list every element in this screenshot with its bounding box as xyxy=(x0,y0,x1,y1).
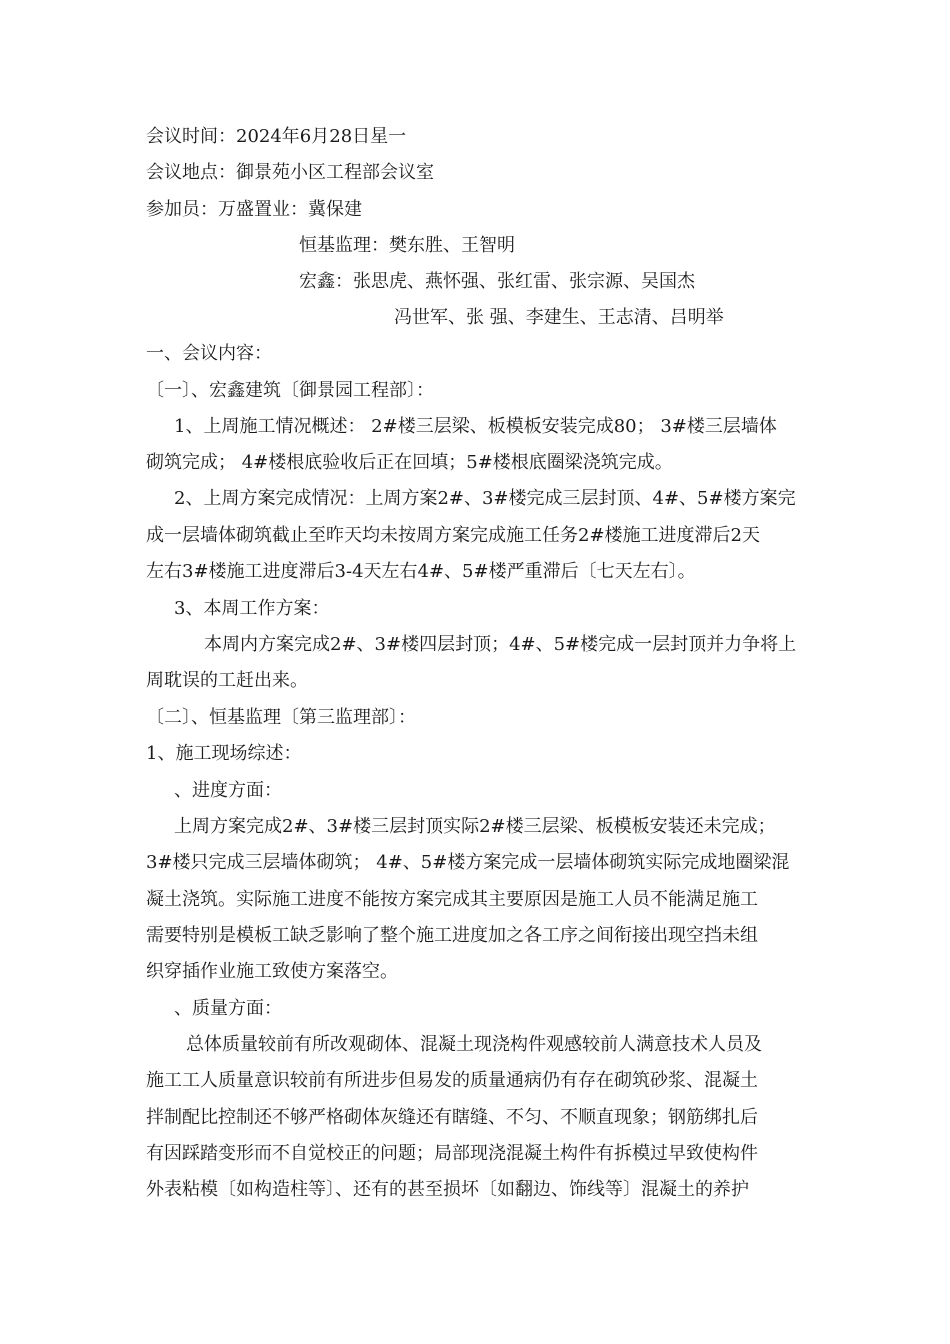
quality-line-2: 施工工人质量意识较前有所进步但易发的质量通病仍有存在砌筑砂浆、混凝土 xyxy=(146,1070,758,1091)
progress-line-2: 3#楼只完成三层墙体砌筑； 4#、5#楼方案完成一层墙体砌筑实际完成地圈梁混 xyxy=(146,852,790,873)
attendees-supervisor: 恒基监理：樊东胜、王智明 xyxy=(299,235,515,256)
paragraph-2-line-1: 2、上周方案完成情况：上周方案2#、3#楼完成三层封顶、4#、5#楼方案完 xyxy=(174,488,796,509)
progress-line-4: 需要特别是模板工缺乏影响了整个施工进度加之各工序之间衔接出现空挡未组 xyxy=(146,925,758,946)
part1-title: 〔一〕、宏鑫建筑〔御景园工程部〕： xyxy=(146,380,434,401)
section-title: 一、会议内容： xyxy=(146,343,272,364)
paragraph-3-title: 3、本周工作方案： xyxy=(174,598,330,619)
quality-line-5: 外表粘模〔如构造柱等〕、还有的甚至损坏〔如翻边、饰线等〕混凝土的养护 xyxy=(146,1179,749,1200)
quality-line-3: 拌制配比控制还不够严格砌体灰缝还有瞎缝、不匀、不顺直现象；钢筋绑扎后 xyxy=(146,1107,758,1128)
meeting-time: 会议时间：2024年6月28日星一 xyxy=(146,126,407,147)
paragraph-3-line-1: 本周内方案完成2#、3#楼四层封顶；4#、5#楼完成一层封顶并力争将上 xyxy=(204,634,797,655)
quality-title: 、质量方面： xyxy=(174,998,282,1019)
attendees-owner: 参加员：万盛置业：冀保建 xyxy=(146,199,362,220)
progress-line-1: 上周方案完成2#、3#楼三层封顶实际2#楼三层梁、板模板安装还未完成； xyxy=(174,816,776,837)
paragraph-1-line-1: 1、上周施工情况概述： 2#楼三层梁、板模板安装完成80； 3#楼三层墙体 xyxy=(174,416,777,437)
progress-line-3: 凝土浇筑。实际施工进度不能按方案完成其主要原因是施工人员不能满足施工 xyxy=(146,889,758,910)
paragraph-2-line-2: 成一层墙体砌筑截止至昨天均未按周方案完成施工任务2#楼施工进度滞后2天 xyxy=(146,525,760,546)
progress-line-5: 织穿插作业施工致使方案落空。 xyxy=(146,961,398,982)
paragraph-2-line-3: 左右3#楼施工进度滞后3-4天左右4#、5#楼严重滞后〔七天左右〕。 xyxy=(146,561,696,582)
paragraph-1-line-2: 砌筑完成； 4#楼根底验收后正在回填；5#楼根底圈梁浇筑完成。 xyxy=(146,452,673,473)
quality-line-4: 有因踩踏变形而不自觉校正的问题；局部现浇混凝土构件有拆模过早致使构件 xyxy=(146,1143,758,1164)
site-overview-title: 1、施工现场综述： xyxy=(146,743,302,764)
paragraph-3-line-2: 周耽误的工赶出来。 xyxy=(146,670,308,691)
quality-line-1: 总体质量较前有所改观砌体、混凝土现浇构件观感较前人满意技术人员及 xyxy=(186,1034,762,1055)
meeting-location: 会议地点：御景苑小区工程部会议室 xyxy=(146,162,434,183)
attendees-builder-line-1: 宏鑫：张思虎、燕怀强、张红雷、张宗源、吴国杰 xyxy=(299,271,695,292)
part2-title: 〔二〕、恒基监理〔第三监理部〕： xyxy=(146,707,416,728)
attendees-builder-line-2: 冯世军、张 强、李建生、王志清、吕明举 xyxy=(394,307,724,328)
progress-title: 、进度方面： xyxy=(174,780,282,801)
